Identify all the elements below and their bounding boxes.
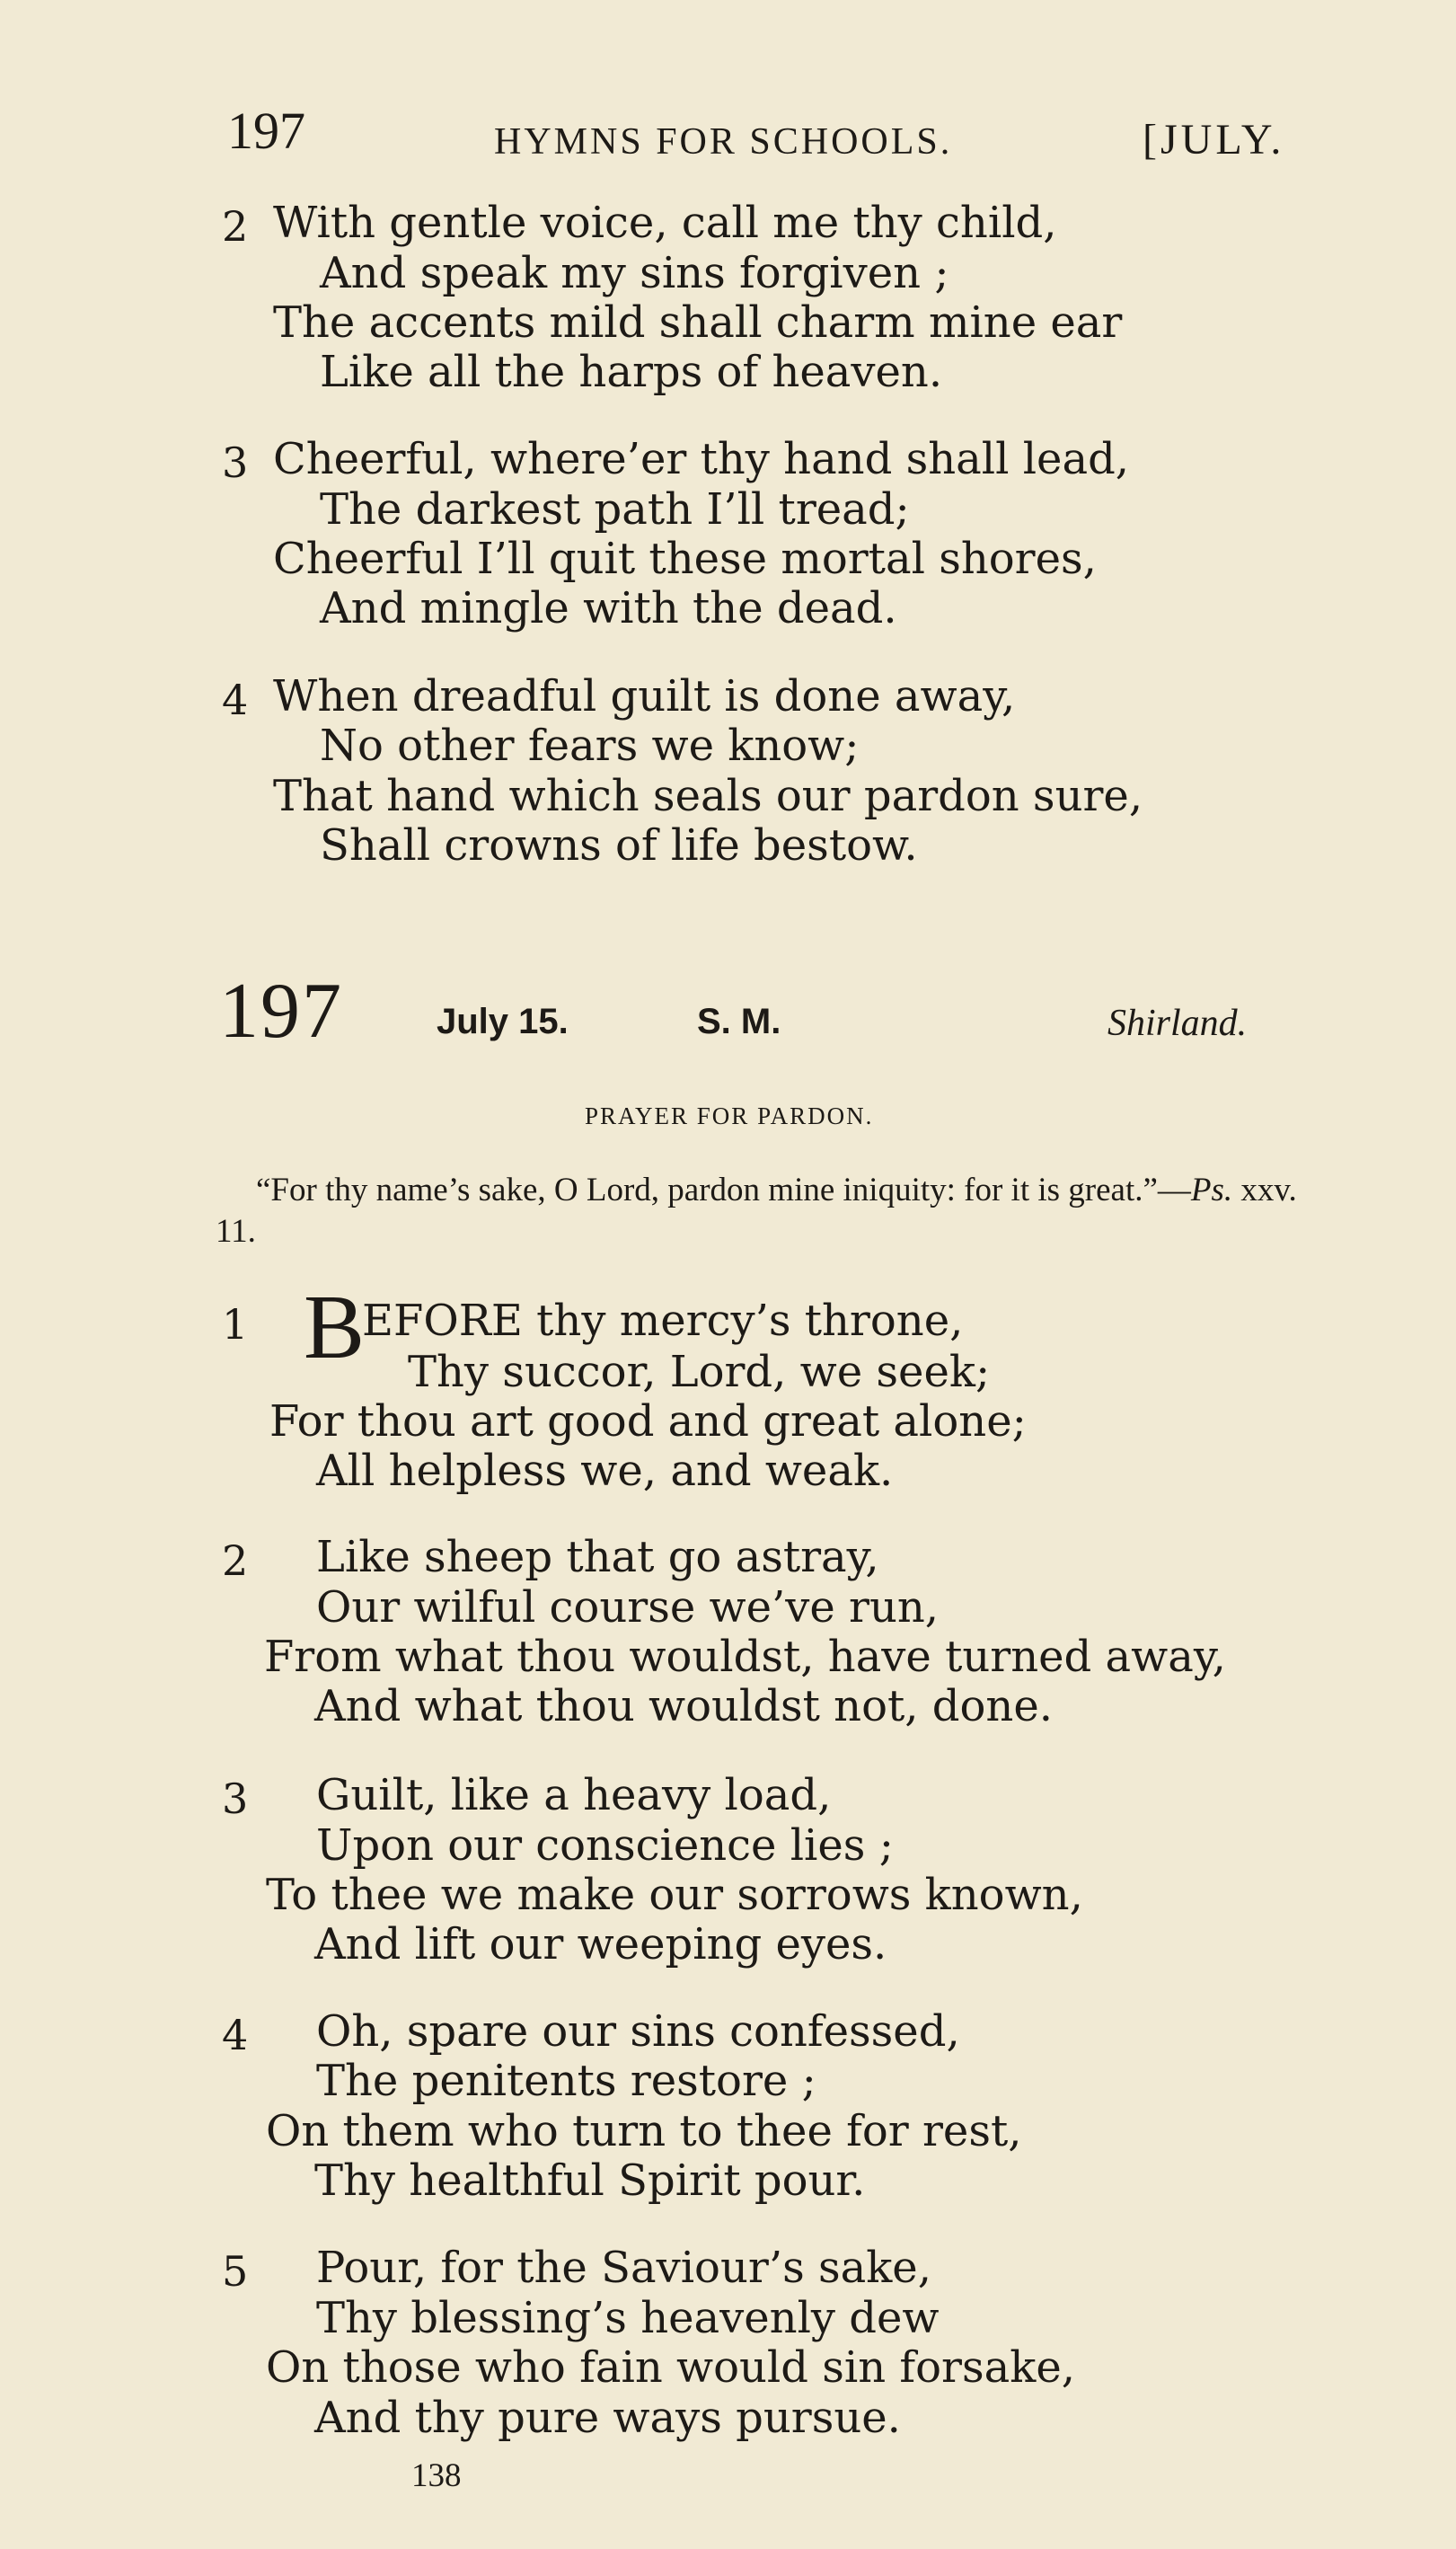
hymn-tune-name: Shirland. xyxy=(1107,1003,1248,1044)
verse-number: 4 xyxy=(222,676,249,724)
verse-line: That hand which seals our pardon sure, xyxy=(273,771,1143,821)
verse-number: 2 xyxy=(222,1536,249,1585)
verse-line: Oh, spare our sins confessed, xyxy=(316,2006,960,2057)
verse-line: With gentle voice, call me thy child, xyxy=(273,198,1057,248)
verse-line: And thy pure ways pursue. xyxy=(314,2393,901,2443)
verse-line: No other fears we know; xyxy=(320,721,860,771)
verse-line: Guilt, like a heavy load, xyxy=(316,1770,832,1820)
verse-number: 3 xyxy=(222,438,249,487)
hymn-date: July 15. xyxy=(437,1002,569,1041)
verse-line: All helpless we, and weak. xyxy=(316,1446,894,1496)
verse-line: Thy blessing’s heavenly dew xyxy=(316,2293,940,2343)
verse-line: Pour, for the Saviour’s sake, xyxy=(316,2243,931,2293)
running-header-hymn-number: 197 xyxy=(227,102,305,160)
hymn-number: 197 xyxy=(219,968,343,1055)
hymn-subject: PRAYER FOR PARDON. xyxy=(585,1102,874,1129)
verse-line: Upon our conscience lies ; xyxy=(316,1820,894,1871)
verse-line: Cheerful I’ll quit these mortal shores, xyxy=(273,534,1097,584)
verse-line: Thy succor, Lord, we seek; xyxy=(408,1347,991,1397)
drop-cap: B xyxy=(304,1277,366,1378)
verse-line: EFORE thy mercy’s throne, xyxy=(362,1296,964,1346)
verse-number: 5 xyxy=(222,2247,249,2296)
verse-line: The accents mild shall charm mine ear xyxy=(273,297,1123,348)
verse-line: And what thou wouldst not, done. xyxy=(314,1681,1053,1731)
verse-line: From what thou wouldst, have turned away, xyxy=(264,1632,1226,1682)
verse-number: 1 xyxy=(222,1300,249,1349)
page-number: 138 xyxy=(411,2457,462,2494)
verse-line: Cheerful, where’er thy hand shall lead, xyxy=(273,434,1130,484)
verse-line: When dreadful guilt is done away, xyxy=(273,671,1016,721)
verse-line: Our wilful course we’ve run, xyxy=(316,1582,940,1633)
verse-line: And lift our weeping eyes. xyxy=(314,1919,887,1969)
running-header-title: HYMNS FOR SCHOOLS. xyxy=(494,121,953,163)
epigraph-reference-book: Ps. xyxy=(1190,1172,1233,1208)
verse-line: Like sheep that go astray, xyxy=(316,1532,879,1582)
verse-line: The darkest path I’ll tread; xyxy=(320,484,910,535)
running-header-month: [JULY. xyxy=(1143,116,1285,164)
verse-line: And speak my sins forgiven ; xyxy=(320,248,949,298)
epigraph-reference-verse: xxv. 11. xyxy=(216,1172,1297,1250)
verse-line: And mingle with the dead. xyxy=(320,583,897,633)
verse-line: To thee we make our sorrows known, xyxy=(266,1870,1083,1920)
verse-line: The penitents restore ; xyxy=(316,2056,816,2106)
verse-line: For thou art good and great alone; xyxy=(269,1396,1027,1447)
hymn-meter: S. M. xyxy=(697,1002,781,1041)
verse-number: 3 xyxy=(222,1775,249,1823)
verse-line: On those who fain would sin forsake, xyxy=(266,2342,1075,2393)
verse-line: On them who turn to thee for rest, xyxy=(266,2106,1022,2156)
verse-line: Like all the harps of heaven. xyxy=(320,347,943,397)
verse-line: Thy healthful Spirit pour. xyxy=(314,2155,866,2206)
scripture-epigraph xyxy=(216,1170,1302,1252)
verse-line: Shall crowns of life bestow. xyxy=(320,820,918,871)
epigraph-text: “For thy name’s sake, O Lord, pardon mine iniquity: for it is great.”— xyxy=(256,1172,1191,1208)
verse-number: 2 xyxy=(222,202,249,251)
verse-number: 4 xyxy=(222,2011,249,2059)
